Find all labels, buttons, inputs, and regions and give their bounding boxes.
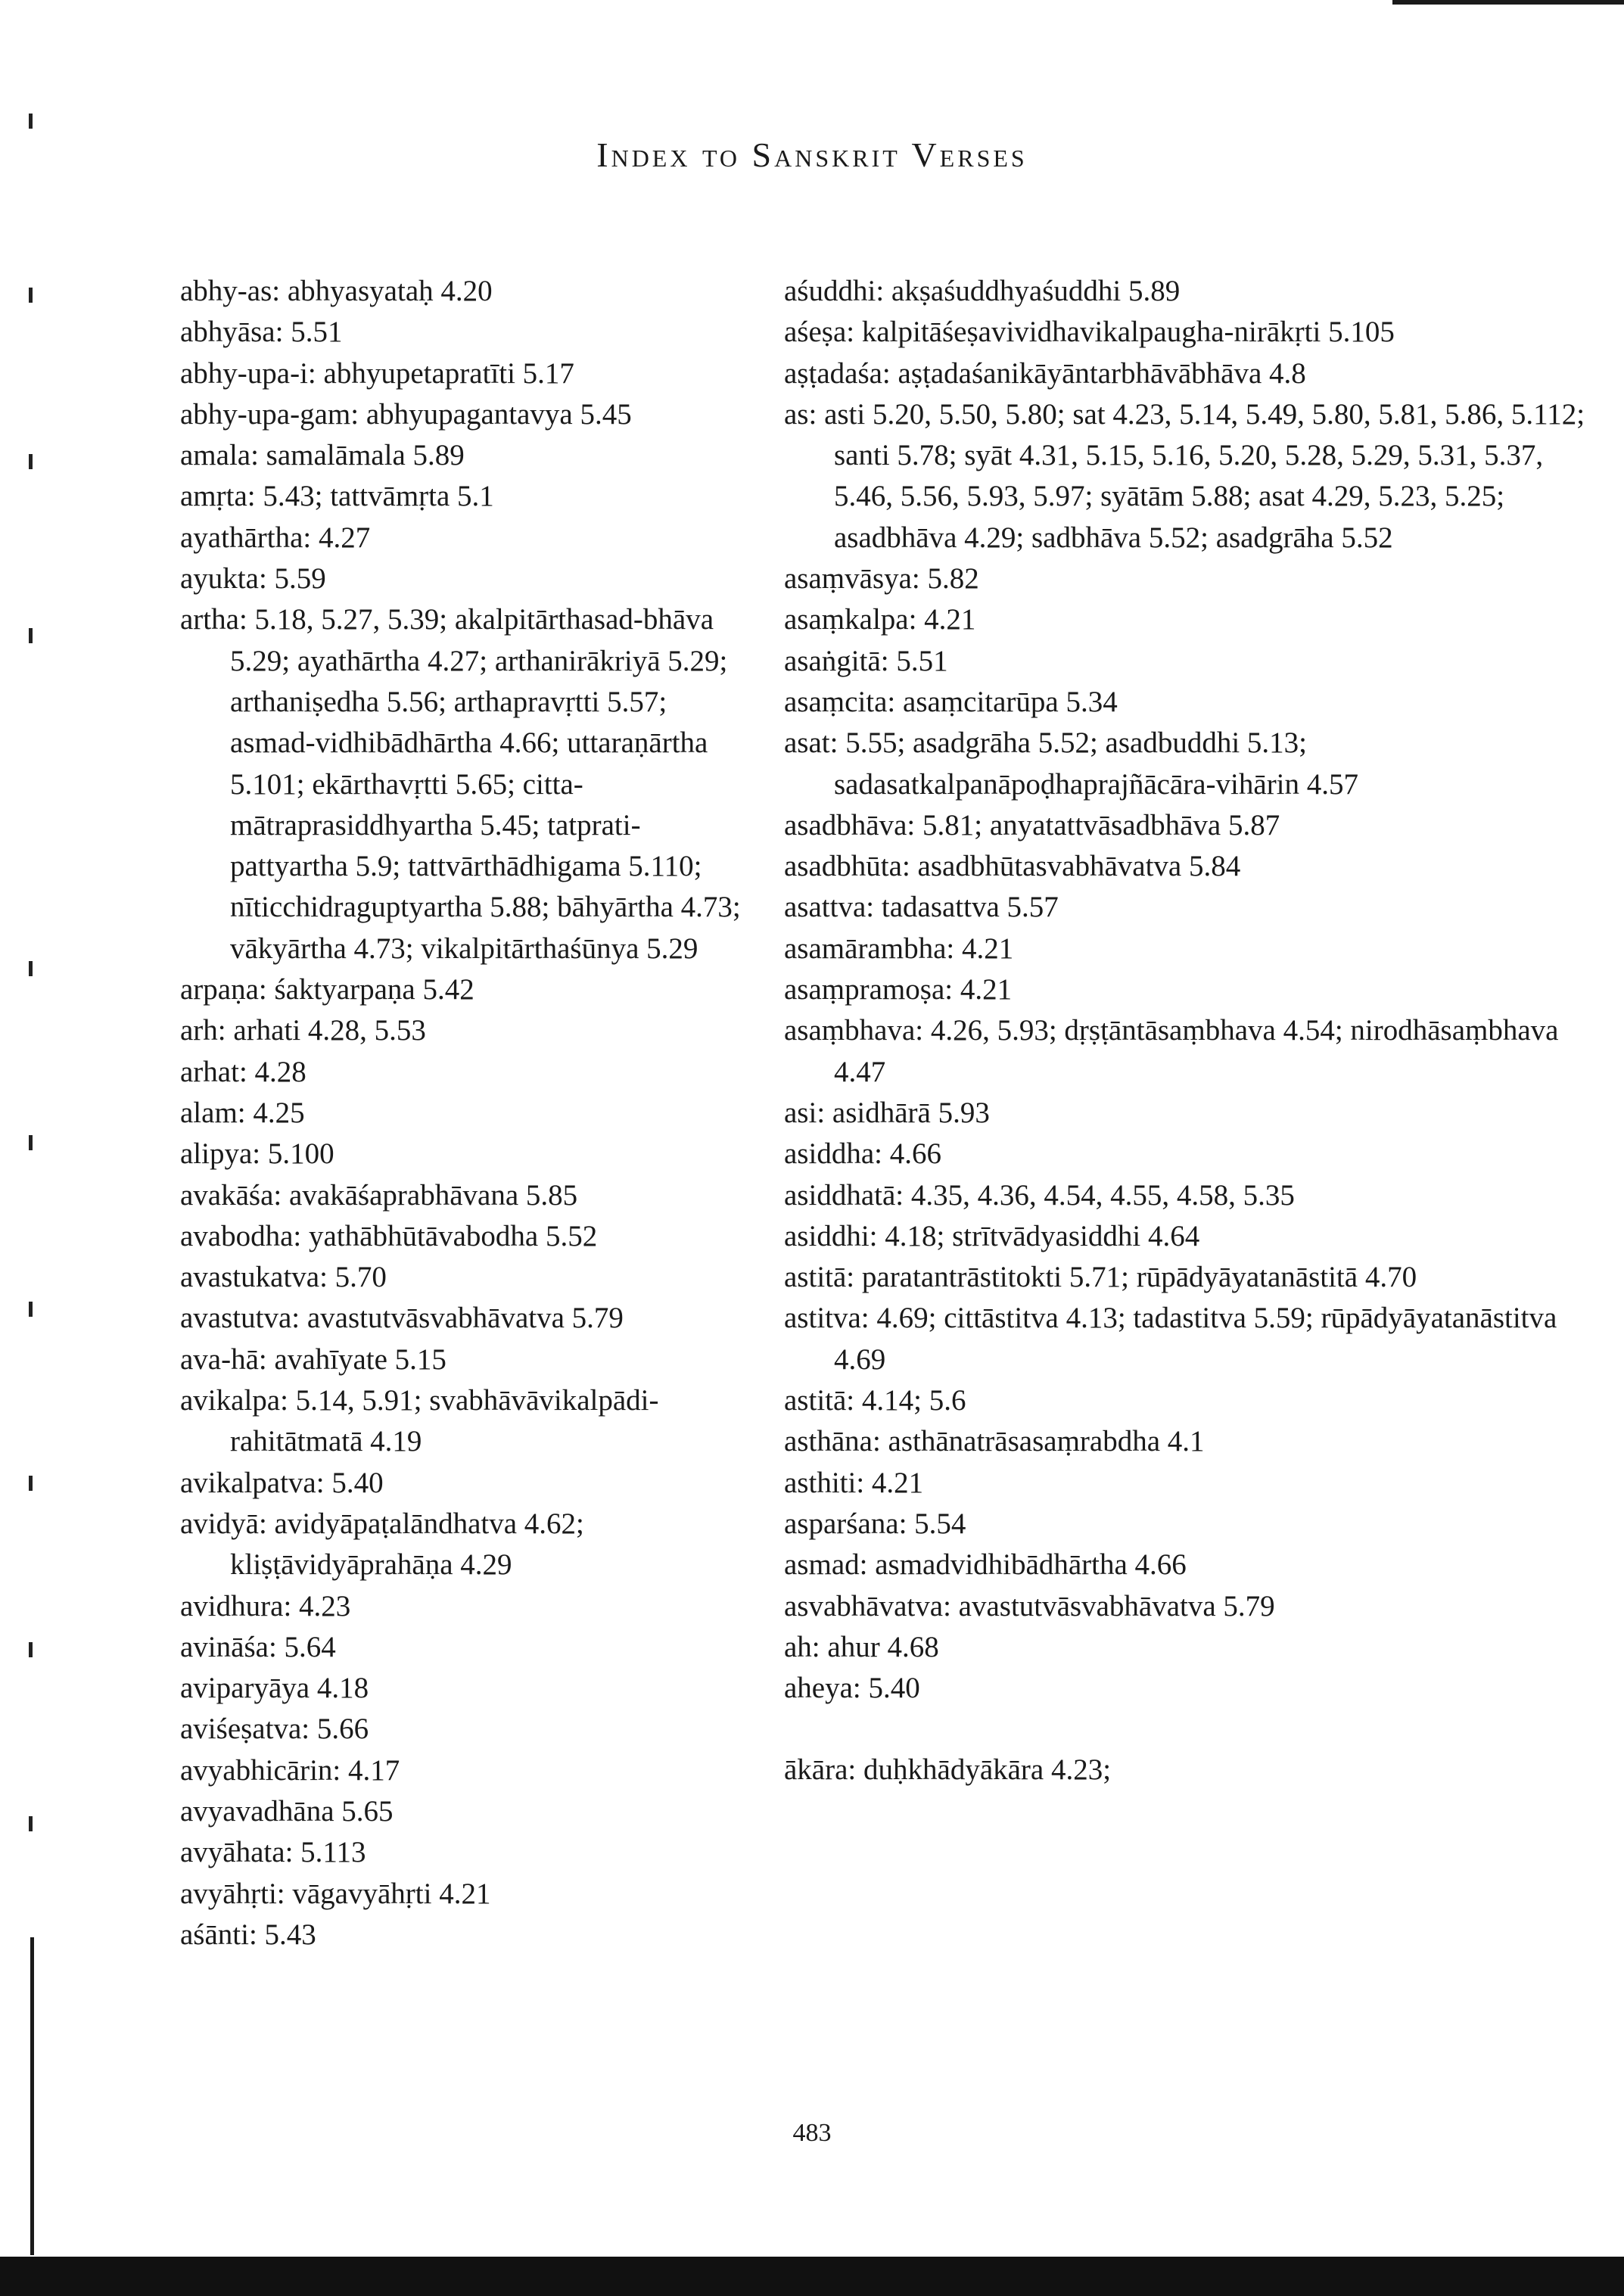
index-entry: avyāhata: 5.113: [180, 1836, 366, 1869]
margin-mark: [29, 288, 33, 303]
section-gap: [784, 1709, 1586, 1750]
margin-mark: [29, 454, 33, 469]
index-entry: asaṅgitā: 5.51: [784, 644, 948, 677]
index-entry: as: asti 5.20, 5.50, 5.80; sat 4.23, 5.14, 5.49, 5.80, 5.81, 5.86, 5.112; santi 5.78; syāt 4.31, 5.15, 5.16, 5.20, 5.28, 5.29, 5.31, 5.37, 5.46, 5.56, 5.93, 5.97; syātām 5.88; asat 4.29, 5.23, 5.25; asadbhāva 4.29; sadbhāva 5.52; asadgrāha 5.52: [784, 397, 1585, 554]
index-entry: asiddhatā: 4.35, 4.36, 4.54, 4.55, 4.58, 5.35: [784, 1178, 1295, 1212]
index-entry: abhy-as: abhyasyataḥ 4.20: [180, 275, 493, 307]
index-entry: aśuddhi: akṣaśuddhyaśuddhi 5.89: [784, 275, 1181, 307]
index-entry: asamārambha: 4.21: [784, 932, 1014, 965]
index-entry: ayathārtha: 4.27: [180, 521, 371, 554]
index-entry: asat: 5.55; asadgrāha 5.52; asadbuddhi 5.13; sadasatkalpanāpoḍhaprajñācāra-vihārin 4.57: [784, 726, 1359, 801]
index-entry: arpaṇa: śaktyarpaṇa 5.42: [180, 973, 474, 1006]
index-entry: astitā: 4.14; 5.6: [784, 1384, 966, 1417]
index-entry: avyāhṛti: vāgavyāhṛti 4.21: [180, 1877, 491, 1910]
index-entry: avakāśa: avakāśaprabhāvana 5.85: [180, 1178, 578, 1212]
index-entry: asiddhi: 4.18; strītvādyasiddhi 4.64: [784, 1219, 1200, 1252]
margin-mark: [29, 1816, 33, 1831]
index-entry: ah: ahur 4.68: [784, 1630, 939, 1663]
index-entry: asiddha: 4.66: [784, 1137, 941, 1171]
index-entry: asmad: asmadvidhibādhārtha 4.66: [784, 1548, 1187, 1582]
index-entry: avidhura: 4.23: [180, 1589, 351, 1622]
index-entry: alipya: 5.100: [180, 1137, 334, 1171]
index-entry: avabodha: yathābhūtāvabodha 5.52: [180, 1219, 598, 1252]
index-entry: ayukta: 5.59: [180, 562, 326, 596]
index-entry: ava-hā: avahīyate 5.15: [180, 1342, 446, 1376]
index-entry: asaṃkalpa: 4.21: [784, 603, 976, 636]
index-entry: ākāra: duḥkhādyākāra 4.23;: [784, 1753, 1112, 1787]
index-entry: abhy-upa-i: abhyupetapratīti 5.17: [180, 356, 574, 390]
running-head: Index to Sanskrit Verses: [596, 135, 1028, 174]
top-edge-rule: [1392, 0, 1624, 5]
index-entry: amala: samalāmala 5.89: [180, 439, 465, 472]
index-column-right: [784, 271, 1586, 1791]
index-entry: asattva: tadasattva 5.57: [784, 891, 1059, 924]
index-entry: avidyā: avidyāpaṭalāndhatva 4.62; kliṣṭāvidyāprahāṇa 4.29: [180, 1507, 584, 1582]
index-entry: asadbhāva: 5.81; anyatattvāsadbhāva 5.87: [784, 808, 1280, 842]
index-entry: asvabhāvatva: avastutvāsvabhāvatva 5.79: [784, 1589, 1275, 1622]
index-entry: avyavadhāna 5.65: [180, 1794, 394, 1828]
index-entry: alam: 4.25: [180, 1096, 305, 1129]
index-entry: asthāna: asthānatrāsasaṃrabdha 4.1: [784, 1425, 1205, 1458]
margin-mark: [29, 961, 33, 976]
index-entry: aviparyāya 4.18: [180, 1672, 369, 1705]
index-entry: asadbhūta: asadbhūtasvabhāvatva 5.84: [784, 850, 1241, 883]
margin-mark: [29, 1135, 33, 1150]
index-entry: aṣṭadaśa: aṣṭadaśanikāyāntarbhāvābhāva 4.8: [784, 356, 1306, 390]
index-entry: asaṃbhava: 4.26, 5.93; dṛṣṭāntāsaṃbhava 4.54; nirodhāsaṃbhava 4.47: [784, 1014, 1559, 1088]
left-scan-edge: [30, 1937, 34, 2255]
index-entry: avastukatva: 5.70: [180, 1261, 387, 1294]
index-entry: asthiti: 4.21: [784, 1466, 924, 1499]
page-number: 483: [792, 2119, 832, 2147]
index-entry: avastutva: avastutvāsvabhāvatva 5.79: [180, 1302, 624, 1335]
index-entry: avikalpatva: 5.40: [180, 1466, 384, 1499]
index-entry: asaṃcita: asaṃcitarūpa 5.34: [784, 685, 1118, 718]
margin-mark: [29, 1642, 33, 1657]
margin-mark: [29, 1476, 33, 1491]
index-entry: arhat: 4.28: [180, 1055, 306, 1088]
index-entry: aheya: 5.40: [784, 1672, 920, 1705]
index-entry: avināśa: 5.64: [180, 1630, 336, 1663]
index-entry: arh: arhati 4.28, 5.53: [180, 1014, 426, 1047]
index-entry: amṛta: 5.43; tattvāmṛta 5.1: [180, 480, 494, 513]
margin-mark: [29, 114, 33, 129]
index-entry: asi: asidhārā 5.93: [784, 1096, 990, 1129]
index-entry: artha: 5.18, 5.27, 5.39; akalpitārthasad-bhāva 5.29; ayathārtha 4.27; arthanirākriyā 5.29; arthaniṣedha 5.56; arthapravṛtti 5.57; asmad-vidhibādhārtha 4.66; uttaraṇārtha 5.101; ekārthavṛtti 5.65; citta-mātraprasiddhyartha 5.45; tatprati-pattyartha 5.9; tattvārthādhigama 5.110; nīticchidraguptyartha 5.88; bāhyārtha 4.73; vākyārtha 4.73; vikalpitārthaśūnya 5.29: [180, 603, 741, 965]
index-entry: abhyāsa: 5.51: [180, 316, 343, 349]
index-entry: abhy-upa-gam: abhyupagantavya 5.45: [180, 397, 632, 431]
index-column-left: [180, 271, 755, 1955]
index-entry: aśānti: 5.43: [180, 1918, 316, 1951]
index-entry: astitva: 4.69; cittāstitva 4.13; tadastitva 5.59; rūpādyāyatanāstitva 4.69: [784, 1302, 1557, 1376]
margin-mark: [29, 628, 33, 643]
index-entry: avyabhicārin: 4.17: [180, 1753, 400, 1787]
index-entry: aśeṣa: kalpitāśeṣavividhavikalpaugha-nirākṛti 5.105: [784, 316, 1395, 349]
index-entry: asaṃvāsya: 5.82: [784, 562, 979, 596]
index-entry: avikalpa: 5.14, 5.91; svabhāvāvikalpādi-rahitātmatā 4.19: [180, 1384, 659, 1458]
index-entry: astitā: paratantrāstitokti 5.71; rūpādyāyatanāstitā 4.70: [784, 1261, 1417, 1294]
index-entry: asaṃpramoṣa: 4.21: [784, 973, 1013, 1006]
margin-mark: [29, 1302, 33, 1317]
bottom-scan-edge: [0, 2257, 1624, 2296]
index-entry: aviśeṣatva: 5.66: [180, 1713, 369, 1746]
index-entry: asparśana: 5.54: [784, 1507, 966, 1540]
